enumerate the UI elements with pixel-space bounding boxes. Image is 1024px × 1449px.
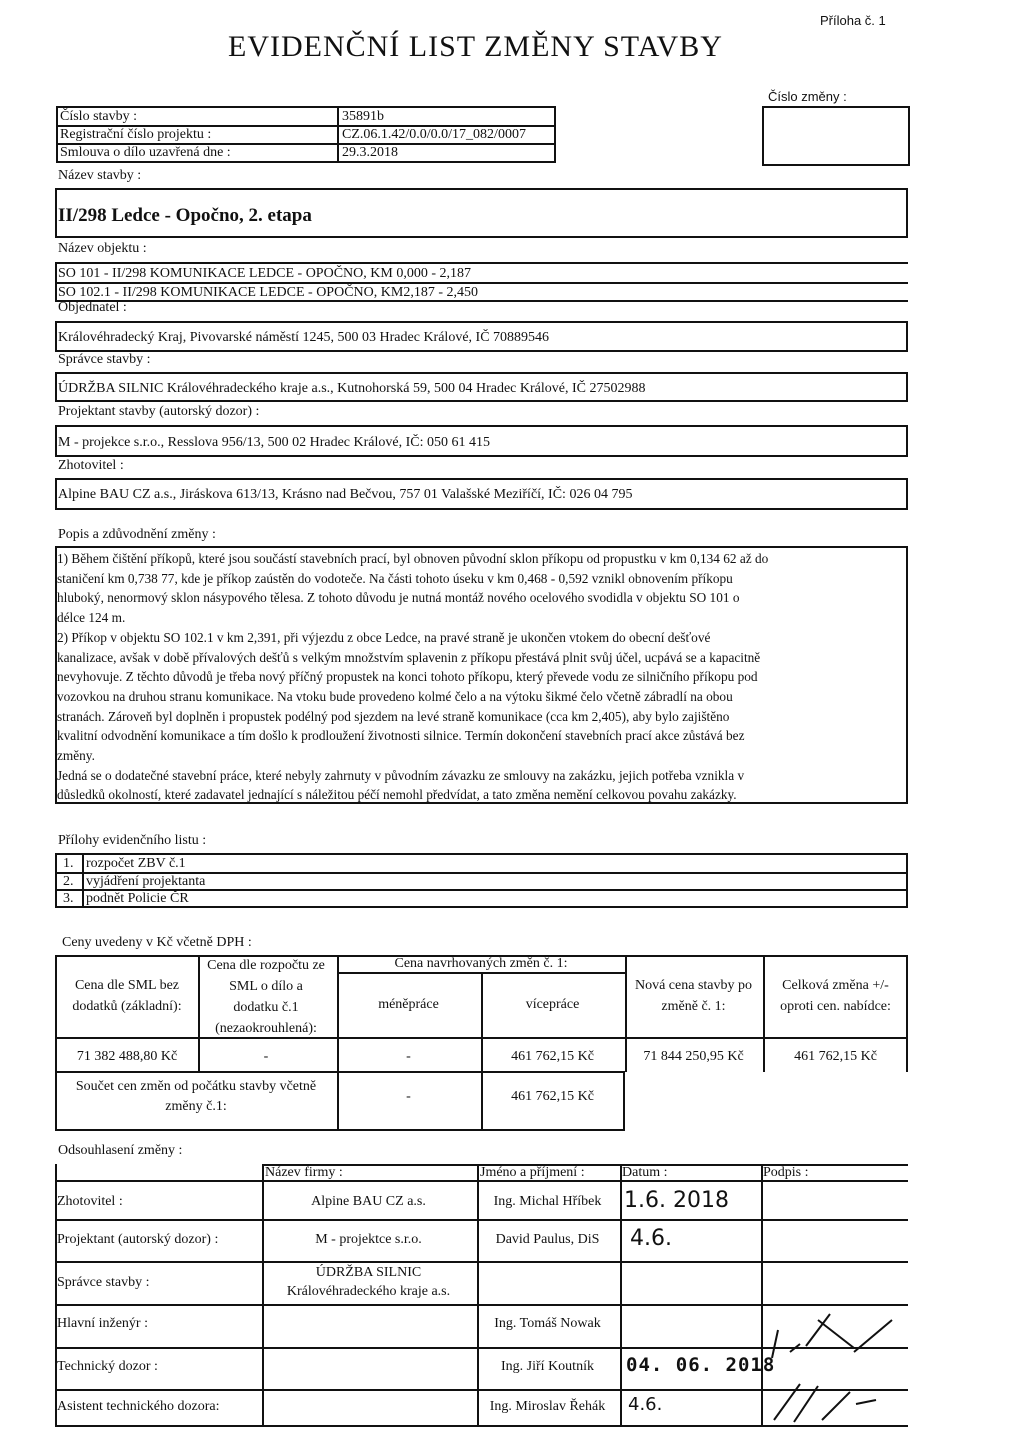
contractor-label: Zhotovitel :: [58, 458, 124, 473]
approval-person: Ing. Tomáš Nowak: [494, 1316, 601, 1331]
approval-date-handwritten: 4.6.: [628, 1394, 663, 1415]
description-line: kvalitní odvodnění komunikace a tím došlo k prodloužení životnosti silnice. Termín dokončení stavebních prací akce zůstává bez: [57, 728, 745, 744]
description-line: nevyhovuje. Z těchto důvodů je třeba nový příčný propustek na konci tohoto příkopu, který převede vodu ze silničního příkopu pod: [57, 669, 758, 685]
approval-role: Správce stavby :: [57, 1275, 150, 1290]
info-value: 29.3.2018: [342, 145, 398, 160]
object-label: Název objektu :: [58, 241, 147, 256]
building-name: II/298 Ledce - Opočno, 2. etapa: [58, 205, 312, 226]
price-col-header: Cena dle SML bez dodatků (základní):: [72, 978, 182, 1014]
description-line: změny.: [57, 748, 95, 764]
approval-role: Technický dozor :: [57, 1359, 158, 1374]
description-line: vozovkou na druhou stranu komunikace. Na vtoku bude provedeno kolmé čelo a na výtoku šikmé čelo včetně zábradlí na obou: [57, 688, 733, 704]
price-budget: -: [263, 1049, 269, 1064]
approval-date-handwritten: 4.6.: [630, 1226, 672, 1251]
designer-box: [55, 425, 908, 457]
approval-header: Datum :: [622, 1165, 668, 1180]
price-proposed-header: Cena navrhovaných změn č. 1:: [394, 956, 568, 971]
info-label: Smlouva o dílo uzavřená dne :: [60, 145, 231, 160]
object-item: SO 102.1 - II/298 KOMUNIKACE LEDCE - OPOČNO, KM2,187 - 2,450: [58, 285, 478, 300]
attachment-item: podnět Policie ČR: [86, 891, 189, 906]
approval-header: Podpis :: [763, 1165, 809, 1180]
approval-role: Asistent technického dozora:: [57, 1399, 220, 1414]
description-line: stranách. Zároveň byl doplněn i propustek podélný pod sjezdem na levé straně komunikace (cca km 2,405), aby bylo zajištěno: [57, 708, 730, 724]
approval-header: Jméno a příjmení :: [480, 1165, 585, 1180]
client: Královéhradecký Kraj, Pivovarské náměstí 1245, 500 03 Hradec Králové, IČ 70889546: [58, 330, 550, 345]
objects-box: [55, 262, 908, 302]
approval-firm: ÚDRŽBA SILNIC: [315, 1265, 422, 1280]
attachments-label: Přílohy evidenčního listu :: [58, 833, 207, 848]
description-line: důsledků okolností, které zadavatel jednající s náležitou péčí nemohl předvídat, a tato změna nemění celkovou povahu zakázky.: [57, 787, 737, 803]
attachment-item: rozpočet ZBV č.1: [86, 856, 186, 871]
change-number-label: Číslo změny :: [768, 89, 847, 104]
approval-firm-line2: Královéhradeckého kraje a.s.: [286, 1284, 451, 1299]
description-line: 2) Příkop v objektu SO 102.1 v km 2,391, při výjezdu z obce Ledce, na pravé straně je ukončen vtokem do obecní dešťové: [57, 629, 711, 645]
approval-person: Ing. Miroslav Řehák: [489, 1399, 606, 1414]
signatures-icon: [760, 1300, 908, 1430]
info-table: [56, 106, 556, 163]
building-name-label: Název stavby :: [58, 168, 142, 183]
contractor: Alpine BAU CZ a.s., Jiráskova 613/13, Krásno nad Bečvou, 757 01 Valašské Meziříčí, IČ: 026 04 795: [58, 487, 633, 502]
price-sum-more: 461 762,15 Kč: [511, 1089, 594, 1104]
approval-person: Ing. Michal Hříbek: [493, 1194, 602, 1209]
info-label: Registrační číslo projektu :: [60, 127, 212, 142]
info-value: 35891b: [342, 109, 384, 124]
price-more-work: vícepráce: [525, 997, 580, 1012]
description-label: Popis a zdůvodnění změny :: [58, 527, 216, 542]
client-box: [55, 321, 908, 352]
price-more: 461 762,15 Kč: [511, 1049, 594, 1064]
contractor-box: [55, 478, 908, 510]
attachments-table: [55, 853, 908, 908]
price-sum-label: Součet cen změn od počátku stavby včetně změny č.1:: [75, 1079, 317, 1114]
prices-label: Ceny uvedeny v Kč včetně DPH :: [62, 935, 252, 950]
change-number-box: [762, 106, 910, 166]
client-label: Objednatel :: [58, 300, 127, 315]
attachment-num: 2.: [63, 874, 74, 889]
attachment-number: Příloha č. 1: [820, 13, 886, 28]
price-col-header: Celková změna +/- oproti cen. nabídce:: [780, 978, 891, 1014]
description-line: 1) Během čištění příkopů, které jsou součástí stavebních prací, byl obnoven původní sklon příkopu od propustku v km 0,134 62 až do: [57, 551, 769, 566]
administrator-label: Správce stavby :: [58, 352, 151, 367]
description-line: Jedná se o dodatečné stavební práce, které nebyly zahrnuty v původním závazku ze smlouvy na zakázku, jejich potřeba vznikla v: [57, 767, 745, 783]
attachment-num: 3.: [63, 891, 74, 906]
designer: M - projekce s.r.o., Resslova 956/13, 500 02 Hradec Králové, IČ: 050 61 415: [58, 435, 490, 450]
description-line: staničení km 0,738 77, kde je příkop zaústěn do vodoteče. Na části tohoto úseku v km 0,468 - 0,592 vznikl obnovením příkopu: [57, 570, 733, 586]
designer-label: Projektant stavby (autorský dozor) :: [58, 404, 260, 419]
price-new: 71 844 250,95 Kč: [643, 1049, 744, 1064]
price-less-work: méněpráce: [378, 997, 439, 1012]
approval-role: Projektant (autorský dozor) :: [57, 1232, 219, 1247]
document-title: EVIDENČNÍ LIST ZMĚNY STAVBY: [228, 30, 723, 63]
description-line: hluboký, nenormový sklon násypového tělesa. Z tohoto důvodu je nutná montáž nového ocelového svodidla v objektu SO 101 o: [57, 590, 740, 606]
administrator: ÚDRŽBA SILNIC Královéhradeckého kraje a.s., Kutnohorská 59, 500 04 Hradec Králové, IČ 27502988: [58, 381, 646, 396]
object-item: SO 101 - II/298 KOMUNIKACE LEDCE - OPOČNO, KM 0,000 - 2,187: [58, 266, 471, 281]
attachment-num: 1.: [63, 856, 74, 871]
building-name-box: [55, 188, 908, 238]
price-less: -: [406, 1049, 411, 1064]
approval-label: Odsouhlasení změny :: [58, 1143, 183, 1158]
approval-person: Ing. Jiří Koutník: [501, 1359, 594, 1374]
price-change: 461 762,15 Kč: [794, 1049, 877, 1064]
approval-header: Název firmy :: [265, 1165, 343, 1180]
approval-firm: M - projektce s.r.o.: [315, 1232, 422, 1247]
price-col-header: Cena dle rozpočtu ze SML o dílo a dodatku č.1 (nezaokrouhlená):: [207, 958, 325, 1036]
approval-firm: Alpine BAU CZ a.s.: [311, 1194, 426, 1209]
price-col-header: Nová cena stavby po změně č. 1:: [634, 978, 753, 1014]
info-value: CZ.06.1.42/0.0/0.0/17_082/0007: [342, 127, 526, 142]
approval-date-handwritten: 1.6. 2018: [624, 1188, 729, 1213]
administrator-box: [55, 372, 908, 402]
approval-date-stamp: 04. 06. 2018: [626, 1354, 776, 1376]
description-text: [57, 549, 907, 805]
attachment-item: vyjádření projektanta: [86, 874, 206, 889]
description-line: délce 124 m.: [57, 610, 126, 626]
price-sum-less: -: [406, 1089, 411, 1104]
info-label: Číslo stavby :: [60, 109, 138, 124]
price-base: 71 382 488,80 Kč: [76, 1049, 178, 1064]
approval-role: Hlavní inženýr :: [57, 1316, 148, 1331]
approval-role: Zhotovitel :: [57, 1194, 123, 1209]
approval-person: David Paulus, DiS: [495, 1232, 600, 1247]
description-line: kanalizace, avšak v době přívalových dešťů s velkým množstvím splavenin z příkopu přestává plnit svůj účel, ucpává se a kapacitně: [57, 649, 761, 665]
